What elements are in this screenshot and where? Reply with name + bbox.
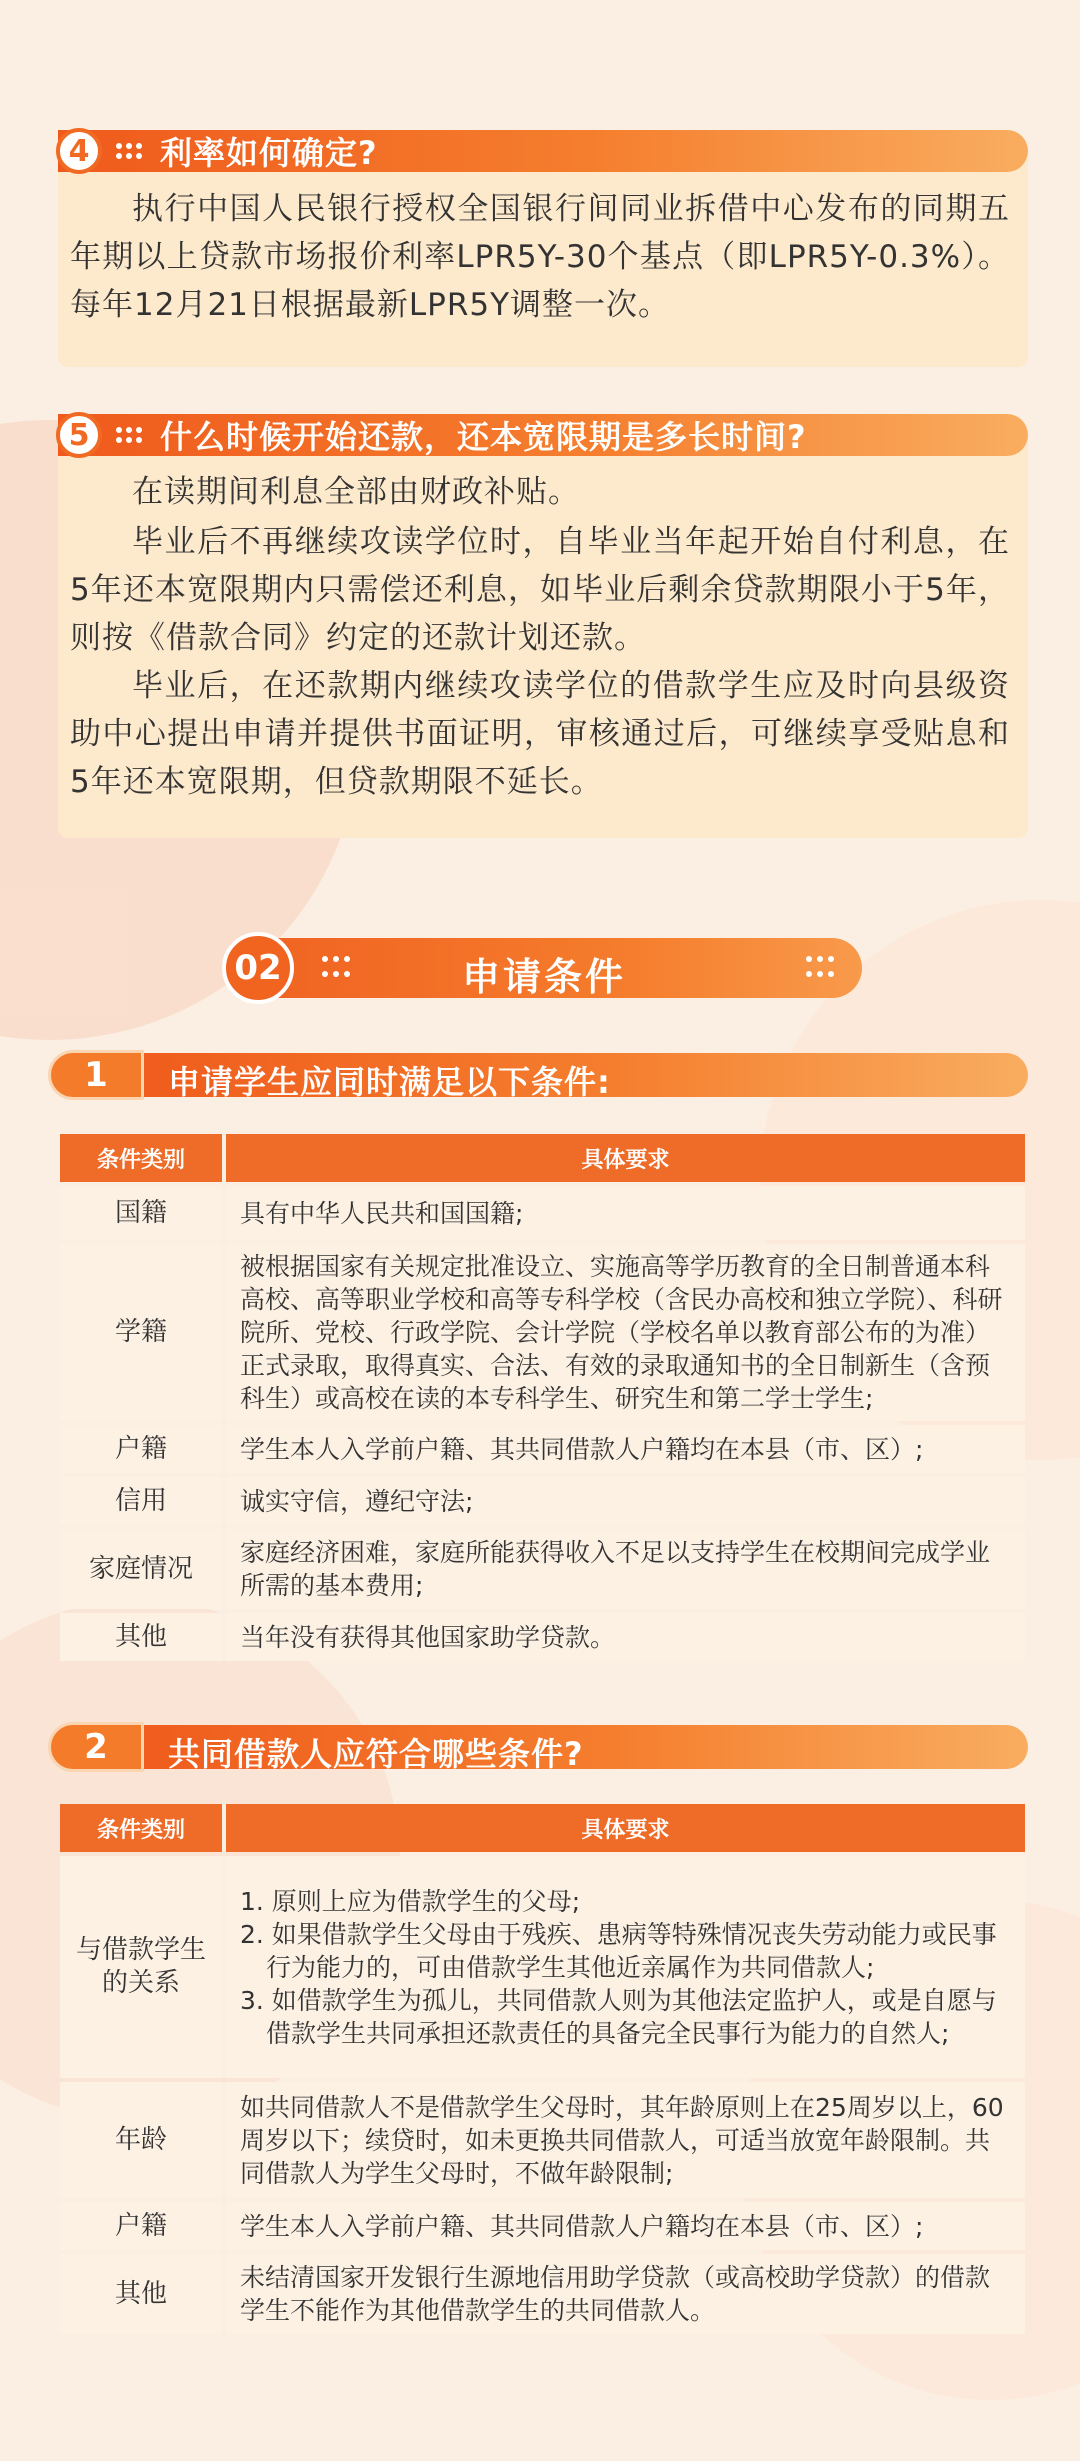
header-category: 条件类别 xyxy=(60,1804,226,1852)
row-requirement: 未结清国家开发银行生源地信用助学贷款（或高校助学贷款）的借款学生不能作为其他借款学生的共同借款人。 xyxy=(226,2254,1025,2334)
row-requirement: 学生本人入学前户籍、其共同借款人户籍均在本县（市、区）; xyxy=(226,1425,1025,1473)
row-category: 其他 xyxy=(60,2254,226,2334)
header-requirement: 具体要求 xyxy=(226,1134,1025,1182)
table-row xyxy=(60,1425,1025,1473)
q5-title: 什么时候开始还款，还本宽限期是多长时间? xyxy=(160,418,807,456)
dots-icon xyxy=(116,142,142,160)
row-requirement: 被根据国家有关规定批准设立、实施高等学历教育的全日制普通本科高校、高等职业学校和高等专科学校（含民办高校和独立学院）、科研院所、党校、行政学院、会计学院（学校名单以教育部公布的为准）正式录取，取得真实、合法、有效的录取通知书的全日制新生（含预科生）或高校在读的本专科学生、研究生和第二学士学生; xyxy=(226,1244,1025,1421)
table-row xyxy=(60,1856,1025,2078)
student-conditions-table xyxy=(60,1130,1025,1665)
table-row xyxy=(60,1477,1025,1525)
row-requirement: 具有中华人民共和国国籍; xyxy=(226,1186,1025,1240)
table-row xyxy=(60,1244,1025,1421)
list-item: 1. 原则上应为借款学生的父母; xyxy=(240,1886,581,1916)
q4-heading xyxy=(58,128,1028,174)
q5-paragraph-3: 毕业后，在还款期内继续攻读学位的借款学生应及时向县级资助中心提出申请并提供书面证明，审核通过后，可继续享受贴息和5年还本宽限期，但贷款期限不延长。 xyxy=(70,668,1010,800)
table-header-row xyxy=(60,1134,1025,1182)
row-category: 学籍 xyxy=(60,1244,226,1421)
dots-icon xyxy=(806,956,832,980)
row-category: 信用 xyxy=(60,1477,226,1525)
table-row xyxy=(60,2254,1025,2334)
sub2-number-badge: 2 xyxy=(48,1722,144,1772)
sub2-heading xyxy=(48,1722,1028,1772)
row-category: 与借款学生的关系 xyxy=(60,1856,226,2078)
row-requirement: 学生本人入学前户籍、其共同借款人户籍均在本县（市、区）; xyxy=(226,2202,1025,2250)
row-category: 家庭情况 xyxy=(60,1529,226,1609)
row-category: 年龄 xyxy=(60,2082,226,2198)
relation-list xyxy=(240,1885,1011,2050)
row-requirement: 当年没有获得其他国家助学贷款。 xyxy=(226,1613,1025,1661)
dots-icon xyxy=(322,956,348,980)
table-row xyxy=(60,1186,1025,1240)
table-row xyxy=(60,1529,1025,1609)
row-requirement xyxy=(226,1856,1025,2078)
table-row xyxy=(60,2202,1025,2250)
q5-paragraph-2: 毕业后不再继续攻读学位时，自毕业当年起开始自付利息，在5年还本宽限期内只需偿还利息，如毕业后剩余贷款期限小于5年，则按《借款合同》约定的还款计划还款。 xyxy=(70,524,1010,656)
q5-number-badge: 5 xyxy=(56,412,102,458)
dots-icon xyxy=(116,426,142,444)
sub1-number-badge: 1 xyxy=(48,1050,144,1100)
row-category: 户籍 xyxy=(60,2202,226,2250)
list-item: 3. 如借款学生为孤儿，共同借款人则为其他法定监护人，或是自愿与借款学生共同承担还款责任的具备完全民事行为能力的自然人; xyxy=(240,1985,997,2048)
q5-heading xyxy=(58,412,1028,458)
sub1-heading xyxy=(48,1050,1028,1100)
q4-title: 利率如何确定? xyxy=(160,134,378,172)
sub1-title: 申请学生应同时满足以下条件: xyxy=(168,1063,611,1101)
row-requirement: 诚实守信，遵纪守法; xyxy=(226,1477,1025,1525)
q4-number-badge: 4 xyxy=(56,128,102,174)
section-banner xyxy=(222,932,862,1004)
row-category: 其他 xyxy=(60,1613,226,1661)
table-row xyxy=(60,1613,1025,1661)
row-category: 户籍 xyxy=(60,1425,226,1473)
sub2-title: 共同借款人应符合哪些条件? xyxy=(168,1735,584,1773)
section-number-badge: 02 xyxy=(222,932,294,1004)
co-borrower-conditions-table xyxy=(60,1800,1025,2338)
q5-paragraph-1: 在读期间利息全部由财政补贴。 xyxy=(132,474,580,510)
row-requirement: 如共同借款人不是借款学生父母时，其年龄原则上在25周岁以上，60周岁以下；续贷时，如未更换共同借款人，可适当放宽年龄限制。共同借款人为学生父母时，不做年龄限制; xyxy=(226,2082,1025,2198)
row-category: 国籍 xyxy=(60,1186,226,1240)
header-requirement: 具体要求 xyxy=(226,1804,1025,1852)
table-row xyxy=(60,2082,1025,2198)
row-requirement: 家庭经济困难，家庭所能获得收入不足以支持学生在校期间完成学业所需的基本费用; xyxy=(226,1529,1025,1609)
list-item: 2. 如果借款学生父母由于残疾、患病等特殊情况丧失劳动能力或民事行为能力的，可由借款学生其他近亲属作为共同借款人; xyxy=(240,1919,997,1982)
header-category: 条件类别 xyxy=(60,1134,226,1182)
q4-paragraph: 执行中国人民银行授权全国银行间同业拆借中心发布的同期五年期以上贷款市场报价利率LPR5Y-30个基点（即LPR5Y-0.3%）。每年12月21日根据最新LPR5Y调整一次。 xyxy=(70,191,1010,323)
table-header-row xyxy=(60,1804,1025,1852)
section-title: 申请条件 xyxy=(462,955,627,999)
